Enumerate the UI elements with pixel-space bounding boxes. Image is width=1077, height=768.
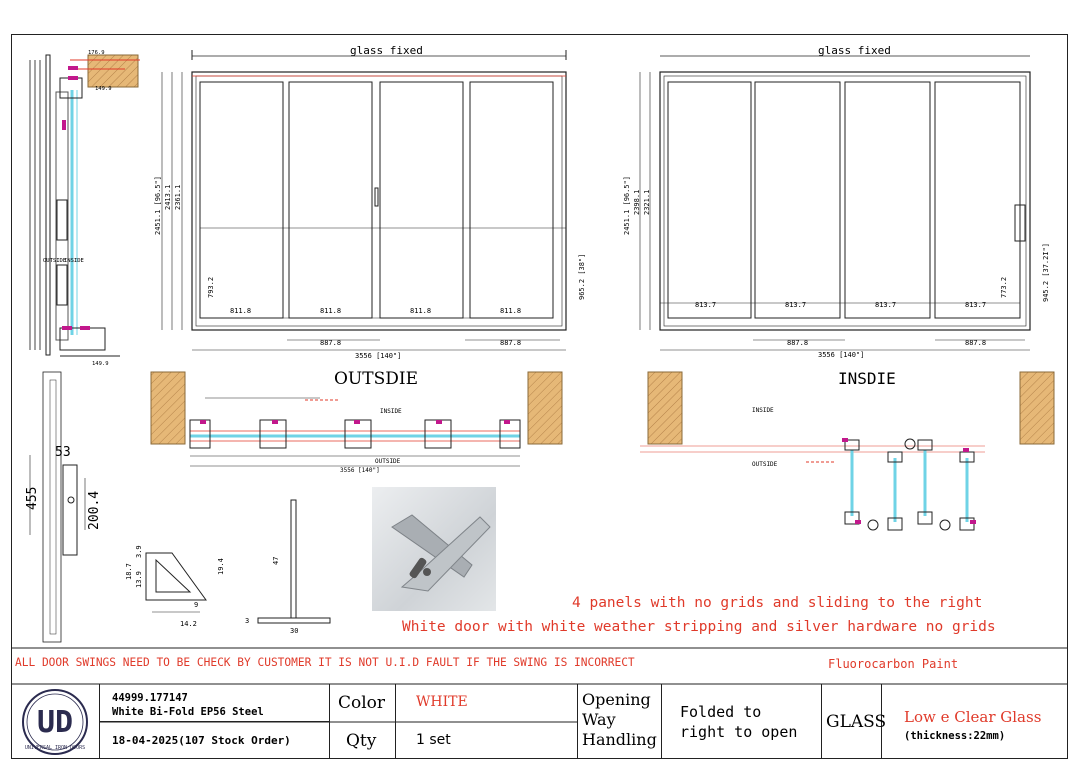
color-value-cell — [396, 684, 578, 722]
panel-width-out-1: 811.8 — [230, 307, 252, 315]
order-cell — [100, 684, 330, 722]
dim-149-9-bottom: 149.9 — [92, 361, 109, 367]
color-label: Color — [338, 693, 386, 713]
note-color: White door with white weather stripping and silver hardware no grids — [402, 619, 996, 635]
note-panels: 4 panels with no grids and sliding to the right — [572, 595, 983, 611]
tee-dim-30: 30 — [290, 627, 299, 635]
seal-dim-9: 9 — [194, 601, 199, 609]
opening-value: Folded to right to open — [680, 703, 798, 741]
product-name: White Bi-Fold EP56 Steel — [112, 706, 264, 718]
logo-text: UNIVERSAL IRON DOORS — [24, 745, 86, 751]
handle-gap-out-1: 887.8 — [320, 339, 342, 347]
lock-height-out: 793.2 — [207, 276, 215, 298]
vertical-section — [30, 55, 140, 356]
seal-dim-18-7: 18.7 — [125, 563, 133, 580]
qty-label-cell — [330, 722, 396, 759]
section-inside-label-in: INSIDE — [752, 407, 774, 414]
lock-dim-455: 455 — [25, 486, 40, 510]
glass-thickness: (thickness:22mm) — [904, 730, 1006, 742]
handle-gap-out-2: 887.8 — [500, 339, 522, 347]
panel-width-in-4: 813.7 — [965, 301, 987, 309]
height-c-out: 2361.1 — [174, 184, 182, 210]
glass-value: Low e Clear Glass — [904, 708, 1042, 726]
handle-photo — [372, 487, 496, 611]
order-number: 44999.177147 — [112, 692, 188, 704]
qty-value: 1 set — [416, 732, 451, 748]
inside-label-vert: INSIDE — [64, 258, 84, 264]
panel-width-out-2: 811.8 — [320, 307, 342, 315]
height-b-in: 2398.1 — [633, 189, 641, 215]
logo-letters: UD — [36, 705, 74, 740]
tee-detail — [258, 500, 330, 623]
overall-width-out: 3556 [140"] — [355, 352, 402, 360]
handle-height-in: 945.2 [37.2I"] — [1042, 242, 1050, 302]
dim-149-9-top: 149.9 — [95, 86, 112, 92]
tee-dim-47: 47 — [272, 556, 280, 565]
handle-height-out: 965.2 [38"] — [578, 253, 586, 300]
date-order: 18-04-2025(107 Stock Order) — [112, 734, 291, 747]
lock-height-in: 773.2 — [1000, 276, 1008, 298]
seal-dim-13-9: 13.9 — [135, 571, 143, 588]
opening-value-cell — [662, 684, 822, 759]
height-c-in: 2321.1 — [643, 189, 651, 215]
panel-width-out-4: 811.8 — [500, 307, 522, 315]
seal-dim-19-4: 19.4 — [217, 558, 225, 575]
opening-label-cell — [578, 684, 662, 759]
logo-cell — [11, 684, 100, 759]
section-outside-label-out: OUTSIDE — [375, 458, 401, 465]
outside-elevation — [162, 50, 566, 350]
panel-width-out-3: 811.8 — [410, 307, 432, 315]
qty-label: Qty — [346, 731, 377, 751]
panel-width-in-2: 813.7 — [785, 301, 807, 309]
paint-text: Fluorocarbon Paint — [828, 657, 959, 671]
qty-value-cell — [396, 722, 578, 759]
section-inside-label-out: INSIDE — [380, 408, 402, 415]
height-b-out: 2413.1 — [164, 184, 172, 210]
glass-label: GLASS — [826, 712, 887, 732]
opening-label: Opening Way Handling — [582, 690, 657, 749]
lock-dim-53: 53 — [55, 445, 71, 460]
glass-fixed-label-in: glass fixed — [818, 44, 891, 57]
uid-logo-icon — [11, 684, 100, 759]
dim-176-9: 176.9 — [88, 50, 105, 56]
warning-text: ALL DOOR SWINGS NEED TO BE CHECK BY CUSTOMER IT IS NOT U.I.D FAULT IF THE SWING IS INCORRECT — [15, 656, 635, 669]
seal-dim-3-9: 3.9 — [135, 545, 143, 558]
outside-view-title: OUTSDIE — [334, 369, 419, 389]
overall-width-in: 3556 [140"] — [818, 351, 865, 359]
height-a-out: 2451.1 [96.5"] — [154, 175, 162, 235]
glass-label-cell — [822, 684, 887, 759]
height-a-in: 2451.1 [96.5"] — [623, 175, 631, 235]
section-overall-out: 3556 [140"] — [340, 467, 380, 474]
handle-gap-in-1: 887.8 — [787, 339, 809, 347]
handle-gap-in-2: 887.8 — [965, 339, 987, 347]
color-label-cell — [330, 684, 396, 722]
section-outside-label-in: OUTSIDE — [752, 461, 778, 468]
panel-width-in-1: 813.7 — [695, 301, 717, 309]
seal-dim-14-2: 14.2 — [180, 620, 197, 628]
inside-view-title: INSDIE — [838, 369, 896, 388]
lever-handle-icon — [372, 487, 496, 611]
panel-width-in-3: 813.7 — [875, 301, 897, 309]
outside-label-vert: OUTSIDE — [43, 258, 67, 264]
lock-dim-200-4: 200.4 — [87, 490, 102, 530]
glass-fixed-label-out: glass fixed — [350, 44, 423, 57]
date-cell — [100, 722, 330, 759]
glass-value-cell — [882, 684, 1068, 759]
tee-dim-3: 3 — [245, 617, 250, 625]
color-value: WHITE — [416, 694, 468, 710]
inside-plan-section — [640, 372, 1054, 530]
